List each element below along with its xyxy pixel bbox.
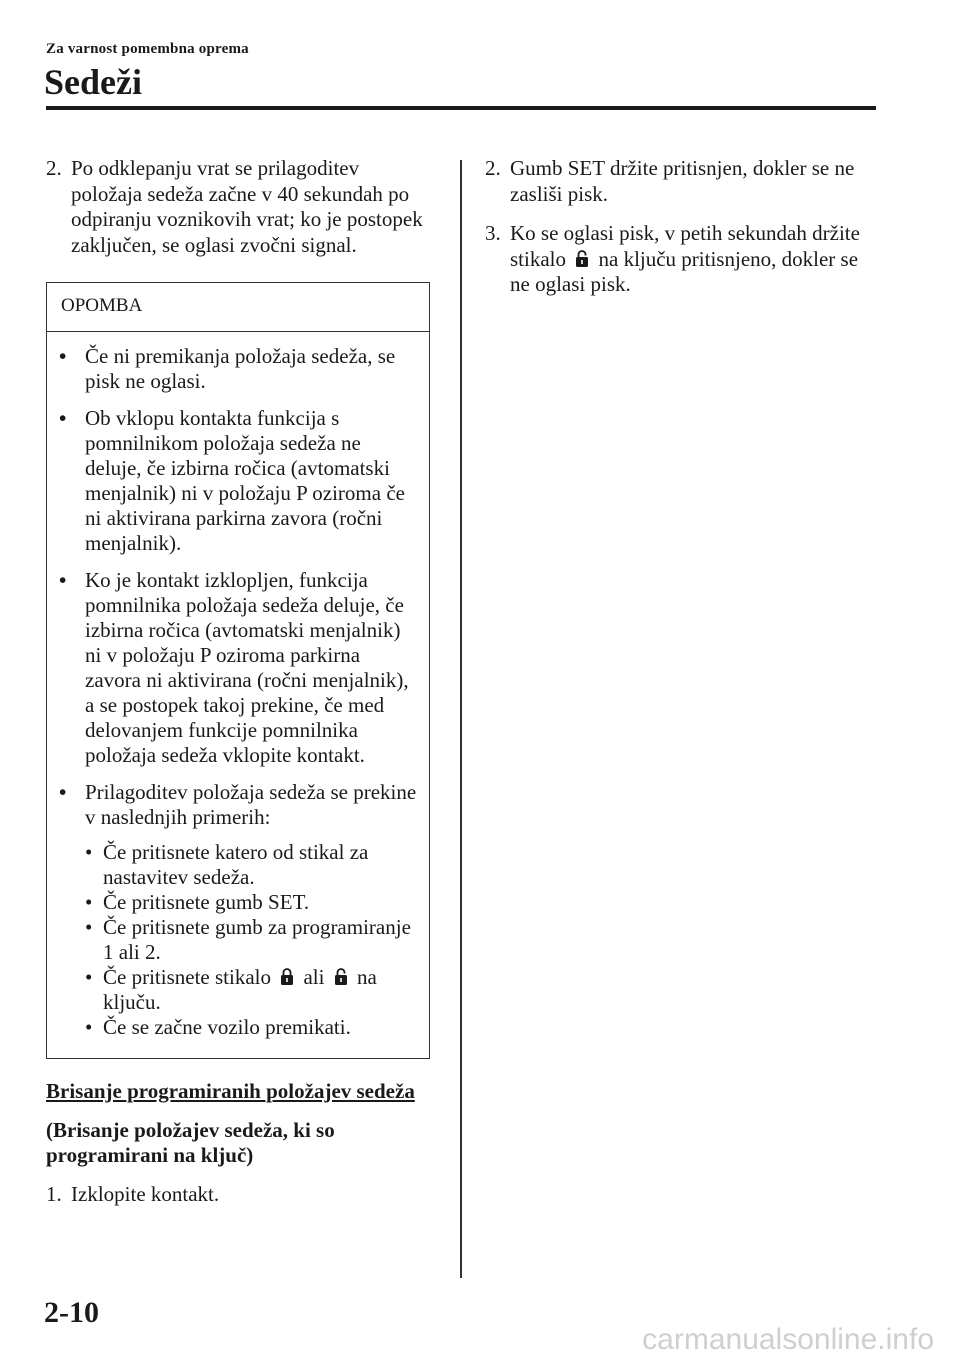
step-text: Ko se oglasi pisk, v petih sekundah držite stikalo xyxy=(510,221,860,271)
subsection-heading: Brisanje programiranih položajev sedeža xyxy=(46,1078,415,1103)
note-item-text: Če ni premikanja položaja sedeža, se pisk ne oglasi. xyxy=(85,343,396,393)
bullet-icon: • xyxy=(59,405,67,430)
left-column xyxy=(46,156,434,1221)
chapter-title: Sedeži xyxy=(44,62,142,102)
step-number: 1. xyxy=(46,1181,62,1206)
bullet-icon: • xyxy=(59,567,67,592)
note-item-text: Ko je kontakt izklopljen, funkcija pomnilnika položaja sedeža deluje, če izbirna ročica (avtomatski menjalnik) ni v položaju P oziroma parkirna zavora ni aktivirana (ročni menjalnik), a se postopek takoj prekine, če med delovanjem funkcije pomnilnika položaja sedeža vklopite kontakt. xyxy=(85,567,409,767)
sub-item-text: Če se začne vozilo premikati. xyxy=(103,1014,351,1039)
sub-item-text: Če pritisnete katero od stikal za nastavitev sedeža. xyxy=(103,839,369,889)
step-2-right xyxy=(485,156,880,207)
note-item-text: Ob vklopu kontakta funkcija s pomnilnikom položaja sedeža ne deluje, če izbirna ročica (avtomatski menjalnik) ni v položaju P oziroma če ni aktivirana parkirna zavora (ročni menjalnik). xyxy=(85,405,405,555)
bullet-icon: • xyxy=(59,779,67,804)
dot-icon: • xyxy=(85,839,93,864)
step-text: Po odklepanju vrat se prilagoditev položaja sedeža začne v 40 sekundah po odpiranju voznikovih vrat; ko je postopek zaključen, se oglasi zvočni signal. xyxy=(71,156,423,257)
note-item xyxy=(59,406,419,556)
unlock-icon xyxy=(575,249,589,268)
step-2-left xyxy=(46,156,434,258)
step-text: na ključu pritisnjeno, dokler se ne oglasi pisk. xyxy=(510,246,859,296)
step-number: 2. xyxy=(46,156,62,180)
lock-icon xyxy=(280,967,294,986)
header-rule xyxy=(46,106,876,110)
dot-icon: • xyxy=(85,889,93,914)
note-item xyxy=(59,568,419,768)
note-item xyxy=(59,344,419,394)
dot-icon: • xyxy=(85,1014,93,1039)
sub-item xyxy=(85,840,419,890)
step-text: Gumb SET držite pritisnjen, dokler se ne zasliši pisk. xyxy=(510,156,855,206)
note-item xyxy=(59,780,419,1040)
sub-item xyxy=(85,890,419,915)
page-number: 2-10 xyxy=(44,1296,99,1329)
bold-caption: (Brisanje položajev sedeža, ki so programirani na ključ) xyxy=(46,1117,335,1167)
sub-item xyxy=(85,965,419,1015)
step-number: 3. xyxy=(485,221,501,245)
step-text: Izklopite kontakt. xyxy=(71,1181,220,1206)
step-1 xyxy=(46,1182,434,1208)
section-label: Za varnost pomembna oprema xyxy=(46,41,249,57)
note-item-text: Prilagoditev položaja sedeža se prekine v naslednjih primerih: xyxy=(85,779,417,829)
bullet-icon: • xyxy=(59,343,67,368)
step-3 xyxy=(485,221,880,298)
note-title: OPOMBA xyxy=(47,283,429,332)
note-box xyxy=(46,282,430,1059)
dot-icon: • xyxy=(85,914,93,939)
sub-list xyxy=(85,840,419,1040)
column-divider xyxy=(460,160,462,1278)
right-column xyxy=(485,156,880,312)
sub-item-text: ali xyxy=(303,964,325,989)
sub-item-text: Če pritisnete gumb SET. xyxy=(103,889,310,914)
sub-item xyxy=(85,915,419,965)
sub-item xyxy=(85,1015,419,1040)
sub-item-text: Če pritisnete stikalo xyxy=(103,964,271,989)
unlock-icon xyxy=(334,967,348,986)
sub-item-text: na ključu. xyxy=(103,964,377,1014)
sub-item-text: Če pritisnete gumb za programiranje 1 ali 2. xyxy=(103,914,411,964)
note-body xyxy=(47,332,429,1058)
step-number: 2. xyxy=(485,156,501,180)
watermark: carmanualsonline.info xyxy=(642,1323,934,1356)
dot-icon: • xyxy=(85,964,93,989)
